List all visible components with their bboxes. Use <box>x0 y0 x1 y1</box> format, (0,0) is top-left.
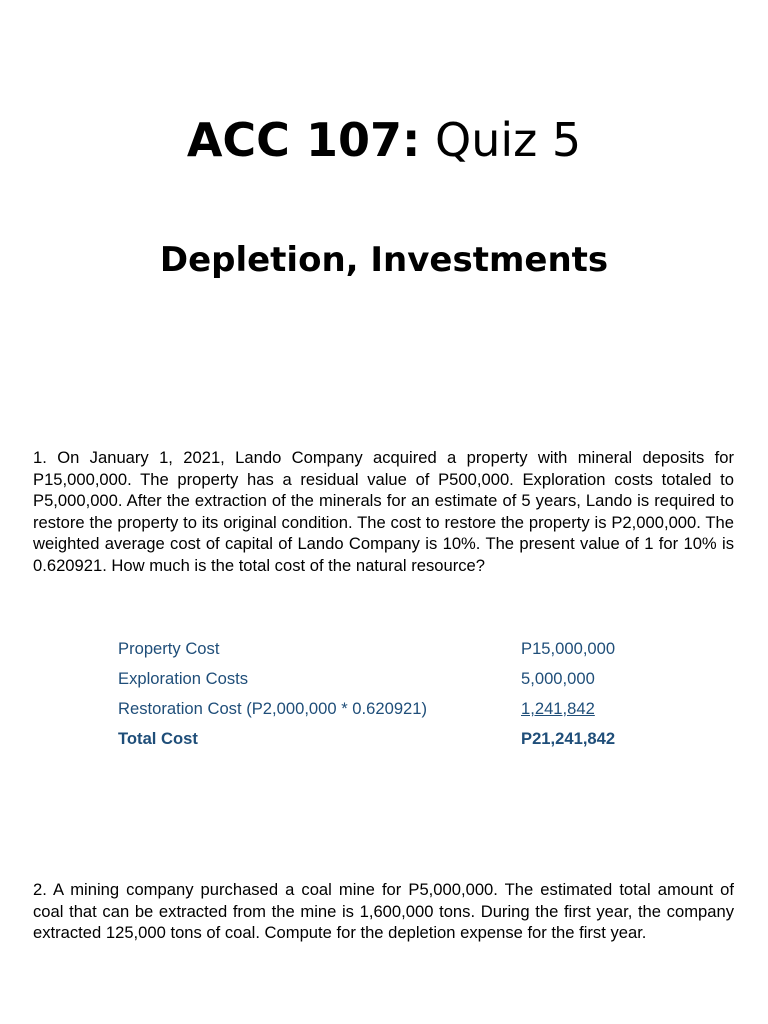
solution-label: Exploration Costs <box>118 669 249 688</box>
solution-row-exploration-costs <box>118 667 658 697</box>
solution-label: Restoration Cost (P2,000,000 * 0.620921) <box>118 699 428 718</box>
quiz-label: Quiz 5 <box>435 113 582 167</box>
solution-row-property-cost <box>118 637 658 667</box>
question-2: 2. A mining company purchased a coal mine for P5,000,000. The estimated total amount of coal that can be extracted from the mine is 1,600,000 tons. During the first year, the company extracted 125,000 tons of coal. Compute for the depletion expense for the first year. <box>33 880 734 942</box>
solution-label: Property Cost <box>118 639 220 658</box>
page-title <box>0 112 768 168</box>
solution-label: Total Cost <box>118 729 198 748</box>
solution-amount: 1,241,842 <box>521 699 595 718</box>
solution-row-restoration-cost <box>118 697 658 727</box>
course-code: ACC 107: <box>186 113 421 167</box>
question-1: 1. On January 1, 2021, Lando Company acquired a property with mineral deposits for P15,000,000. The property has a residual value of P500,000. Exploration costs totaled to P5,000,000. After the extraction of the minerals for an estimate of 5 years, Lando is required to restore the property to its original condition. The cost to restore the property is P2,000,000. The weighted average cost of capital of Lando Company is 10%. The present value of 1 for 10% is 0.620921. How much is the total cost of the natural resource? <box>33 448 734 575</box>
solution-amount: P21,241,842 <box>521 729 616 748</box>
solution-table <box>118 637 658 757</box>
solution-amount: 5,000,000 <box>521 669 595 688</box>
solution-row-total-cost <box>118 727 658 757</box>
solution-amount: P15,000,000 <box>521 639 616 658</box>
page-subtitle: Depletion, Investments <box>159 240 609 280</box>
